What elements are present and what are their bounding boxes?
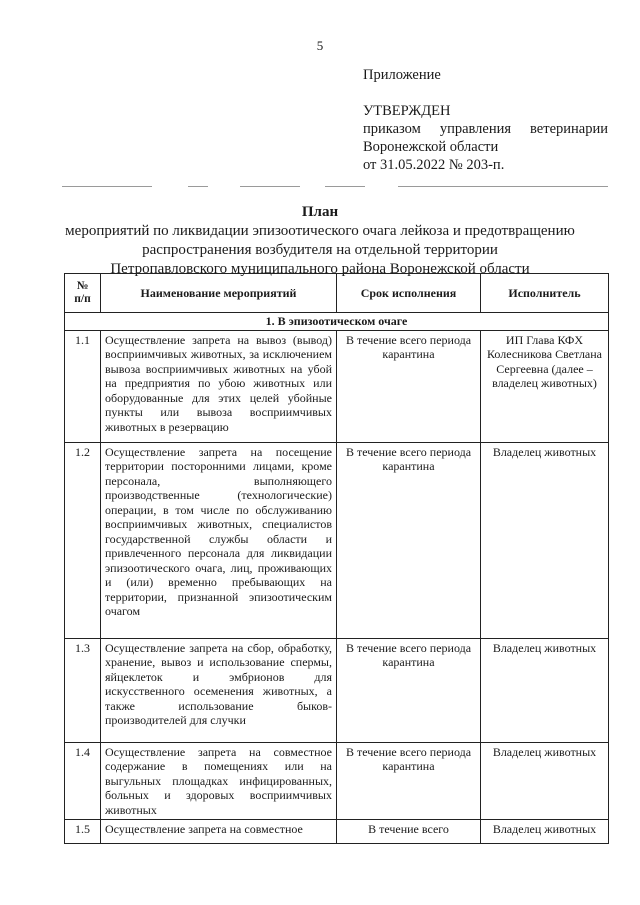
plan-subtitle-line-2: распространения возбудителя на отдельной территории <box>142 242 498 258</box>
row-number: 1.4 <box>65 742 101 820</box>
approval-line-2: Воронежской области <box>363 139 499 155</box>
scan-artifact-line <box>398 186 608 187</box>
row-executor: Владелец животных <box>481 638 609 742</box>
section-row <box>65 313 609 331</box>
spacer <box>363 84 608 102</box>
approval-block <box>363 66 608 174</box>
table-header-row <box>65 274 609 313</box>
table-row <box>65 742 609 820</box>
table-row <box>65 820 609 844</box>
header-term: Срок исполнения <box>337 274 481 313</box>
plan-subtitle-line-1: мероприятий по ликвидации эпизоотического очага лейкоза и предотвращению <box>65 223 575 239</box>
measures-table <box>64 273 609 844</box>
table-row <box>65 442 609 638</box>
row-executor: ИП Глава КФХ Колесникова Светлана Сергеевна (далее – владелец животных) <box>481 330 609 442</box>
row-description: Осуществление запрета на вывоз (вывод) восприимчивых животных, за исключением вывоза восприимчивых животных на убой на предприятия по убою животных или оборудованные для этих целей убойные пункты или вывоза восприимчивых животных в резервацию <box>101 330 337 442</box>
approval-line-1: приказом управления ветеринарии <box>363 121 608 137</box>
page-number: 5 <box>316 38 324 53</box>
plan-title: План <box>301 204 339 220</box>
header-number-line-2: п/п <box>74 293 91 305</box>
row-number: 1.5 <box>65 820 101 844</box>
table-row <box>65 330 609 442</box>
approval-line-3: от 31.05.2022 № 203-п. <box>363 157 505 173</box>
row-executor: Владелец животных <box>481 820 609 844</box>
plan-subtitle-line-3: Петропавловского муниципального района Воронежской области <box>110 261 530 277</box>
header-number-line-1: № <box>76 280 89 292</box>
header-number <box>65 274 101 313</box>
row-description: Осуществление запрета на совместное <box>101 820 337 844</box>
scan-artifact-line <box>188 186 208 187</box>
plan-subtitle <box>40 222 600 279</box>
row-executor: Владелец животных <box>481 742 609 820</box>
row-term: В течение всего <box>337 820 481 844</box>
header-name: Наименование мероприятий <box>101 274 337 313</box>
appendix-label: Приложение <box>363 67 441 83</box>
table-row <box>65 638 609 742</box>
row-executor: Владелец животных <box>481 442 609 638</box>
row-term: В течение всего периода карантина <box>337 442 481 638</box>
scan-artifact-line <box>325 186 365 187</box>
row-description: Осуществление запрета на совместное содержание в помещениях или на выгульных площадках инфицированных, больных и здоровых восприимчивых животных <box>101 742 337 820</box>
row-term: В течение всего периода карантина <box>337 330 481 442</box>
row-term: В течение всего периода карантина <box>337 742 481 820</box>
approved-label: УТВЕРЖДЕН <box>363 103 451 119</box>
row-description: Осуществление запрета на посещение территории посторонними лицами, кроме персонала, выполняющего производственные (технологические) операции, в том числе по обслуживанию восприимчивых животных, специалистов государственной службы области и привлеченного персонала для ликвидации эпизоотического очага, лиц, проживающих и (или) временно пребывающих на территории, признанной эпизоотическим очагом <box>101 442 337 638</box>
row-description: Осуществление запрета на сбор, обработку, хранение, вывоз и использование спермы, яйцеклеток и эмбрионов для искусственного осеменения животных, а также использование быков-производителей для случки <box>101 638 337 742</box>
row-term: В течение всего периода карантина <box>337 638 481 742</box>
row-number: 1.2 <box>65 442 101 638</box>
scan-artifact-line <box>62 186 152 187</box>
row-number: 1.1 <box>65 330 101 442</box>
row-number: 1.3 <box>65 638 101 742</box>
scan-artifact-line <box>240 186 300 187</box>
section-title: 1. В эпизоотическом очаге <box>65 313 609 331</box>
header-executor: Исполнитель <box>481 274 609 313</box>
